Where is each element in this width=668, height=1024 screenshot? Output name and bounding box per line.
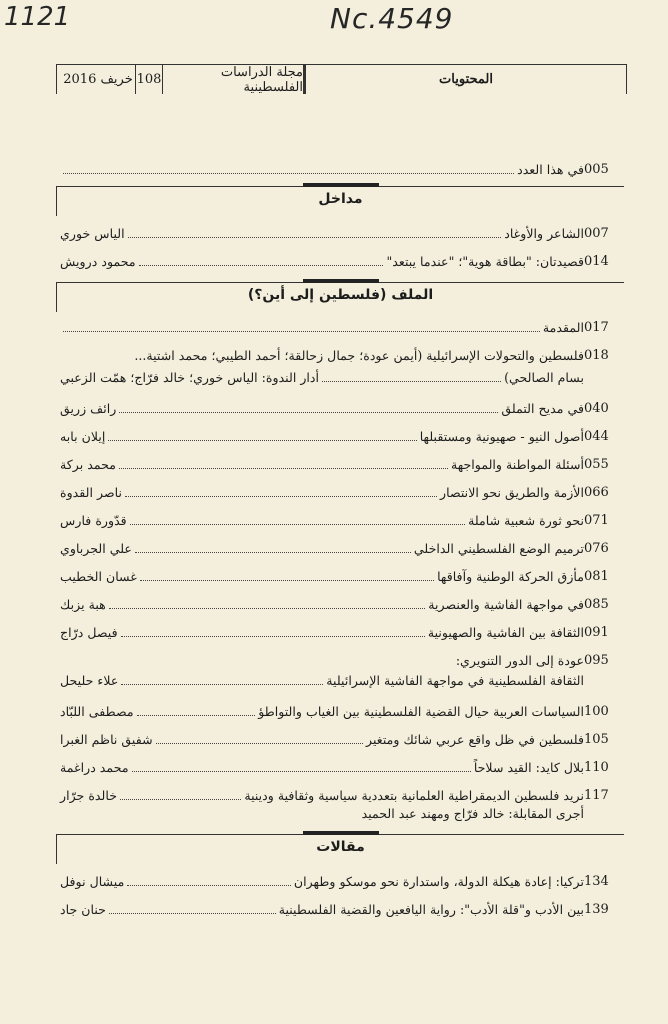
page-number: 105 — [584, 732, 609, 747]
toc-entry-139 — [60, 898, 622, 918]
entry-author: محمد بركة — [60, 457, 116, 472]
entry-author: مصطفى اللبّاد — [60, 704, 134, 719]
leader-dots — [156, 743, 363, 744]
toc-entry-007 — [60, 222, 622, 242]
page-number: 040 — [584, 401, 609, 416]
entry-title: فلسطين والتحولات الإسرائيلية (أيمن عودة؛ جمال زحالقة؛ أحمد الطيبي؛ محمد اشتية... — [134, 348, 584, 363]
leader-dots — [322, 381, 501, 382]
entry-author: محمود درويش — [60, 254, 136, 269]
entry-author: حنان جاد — [60, 902, 106, 917]
page-title: المحتويات — [303, 65, 626, 94]
page-number: 005 — [584, 162, 609, 177]
entry-title-cont: الثقافة الفلسطينية في مواجهة الفاشية الإسرائيلية — [326, 673, 584, 688]
toc-entry-066 — [60, 481, 622, 501]
toc-entry-110 — [60, 756, 622, 776]
leader-dots — [119, 468, 448, 469]
section-articles — [56, 834, 624, 864]
entry-title: قصيدتان: "بطاقة هوية"؛ "عندما يبتعد" — [386, 254, 584, 269]
entry-title: عودة إلى الدور التنويري: — [455, 653, 584, 668]
leader-dots — [135, 552, 411, 553]
entry-title: نريد فلسطين الديمقراطية العلمانية بتعددية سياسية وثقافية ودينية — [244, 788, 584, 803]
leader-dots — [120, 799, 241, 800]
page-number: 139 — [584, 902, 609, 917]
entry-author: شفيق ناظم الغبرا — [60, 732, 153, 747]
page-number: 134 — [584, 874, 609, 889]
page-number: 110 — [584, 760, 609, 775]
entry-author: إيلان بابه — [60, 429, 106, 444]
entry-author: محمد دراغمة — [60, 760, 129, 775]
page-number: 055 — [584, 457, 609, 472]
handwritten-shelf-mark: 1121 — [4, 2, 71, 32]
leader-dots — [63, 331, 540, 332]
toc-entry-076 — [60, 537, 622, 557]
page-number: 081 — [584, 569, 609, 584]
toc-entry-085 — [60, 593, 622, 613]
entry-author: هبة يزبك — [60, 597, 106, 612]
entry-author: غسان الخطيب — [60, 569, 137, 584]
entry-author: فيصل درّاج — [60, 625, 118, 640]
entry-title: بلال كايد: القيد سلاحاً — [473, 760, 584, 775]
entry-title: المقدمة — [542, 320, 584, 335]
entry-title: أسئلة المواطنة والمواجهة — [450, 457, 584, 472]
leader-dots — [137, 715, 256, 716]
entry-title: الأزمة والطريق نحو الانتصار — [440, 485, 584, 500]
section-title: الملف (فلسطين إلى أين؟) — [247, 287, 434, 303]
leader-dots — [109, 913, 276, 914]
entry-author: ناصر القدوة — [60, 485, 122, 500]
leader-dots — [125, 496, 437, 497]
entry-title: نحو ثورة شعبية شاملة — [468, 513, 584, 528]
entry-author: رائف زريق — [60, 401, 117, 416]
entry-title: أصول النيو - صهيونية ومستقبلها — [419, 429, 584, 444]
toc-entry-091 — [60, 621, 622, 641]
entry-title: ترميم الوضع الفلسطيني الداخلي — [413, 541, 584, 556]
leader-dots — [108, 440, 416, 441]
header-number: 108 — [135, 65, 163, 94]
leader-dots — [132, 771, 471, 772]
toc-entry-117 — [60, 784, 622, 804]
toc-entry-081 — [60, 565, 622, 585]
section-title: مداخل — [318, 191, 363, 207]
toc-entry-044 — [60, 425, 622, 445]
page-number: 017 — [584, 320, 609, 335]
header-issue: خريف 2016 — [63, 72, 133, 87]
section-title: مقالات — [316, 839, 365, 855]
toc-entry-018 — [60, 344, 622, 364]
leader-dots — [128, 237, 502, 238]
section-bar — [303, 183, 379, 187]
entry-title: السياسات العربية حيال القضية الفلسطينية بين الغياب والتواطؤ — [258, 704, 584, 719]
leader-dots — [109, 608, 426, 609]
entry-author: علي الجرباوي — [60, 541, 132, 556]
leader-dots — [63, 173, 514, 174]
page-number: 014 — [584, 254, 609, 269]
section-file — [56, 282, 624, 312]
leader-dots — [127, 885, 291, 886]
section-bar — [303, 831, 379, 835]
entry-author: خالدة جرّار — [60, 788, 117, 803]
toc-entry-014 — [60, 250, 622, 270]
entry-title: الشاعر والأوغاد — [504, 226, 584, 241]
page-number: 117 — [584, 788, 609, 803]
contents-header — [56, 64, 627, 94]
toc-entry-040 — [60, 397, 622, 417]
toc-entry-100 — [60, 700, 622, 720]
entry-title: تركيا: إعادة هيكلة الدولة، واستدارة نحو موسكو وطهران — [293, 874, 584, 889]
page-number: 100 — [584, 704, 609, 719]
page-number: 018 — [584, 348, 609, 363]
leader-dots — [121, 636, 425, 637]
header-journal: مجلة الدراسات الفلسطينية — [220, 64, 303, 95]
page-number: 095 — [584, 653, 609, 668]
entry-title: فلسطين في ظل واقع عربي شائك ومتغير — [366, 732, 584, 747]
toc-entry-095-continued — [60, 669, 584, 689]
toc-entry-134 — [60, 870, 622, 890]
toc-entry-018-continued — [60, 366, 584, 386]
toc-entry-105 — [60, 728, 622, 748]
page-number: 044 — [584, 429, 609, 444]
leader-dots — [121, 684, 323, 685]
leader-dots — [119, 412, 498, 413]
page-number: 071 — [584, 513, 609, 528]
toc-entry-055 — [60, 453, 622, 473]
entry-title: في مواجهة الفاشية والعنصرية — [428, 597, 584, 612]
entry-title: مأزق الحركة الوطنية وآفاقها — [437, 569, 584, 584]
entry-title-cont: بسام الصالحي) — [504, 370, 584, 385]
toc-entry-017 — [60, 316, 622, 336]
toc-entry-005 — [60, 158, 622, 178]
leader-dots — [140, 580, 434, 581]
entry-author: الياس خوري — [60, 226, 125, 241]
entry-author: أدار الندوة: الياس خوري؛ خالد فرّاج؛ همّت الزعبي — [60, 370, 320, 385]
entry-author: قدّورة فارس — [60, 513, 127, 528]
toc-entry-095 — [60, 649, 622, 669]
entry-title: الثقافة بين الفاشية والصهيونية — [427, 625, 584, 640]
handwritten-catalog-number: Nc.4549 — [330, 2, 454, 35]
entry-author: علاء حليحل — [60, 673, 119, 688]
page-number: 091 — [584, 625, 609, 640]
page-number: 076 — [584, 541, 609, 556]
page-number: 085 — [584, 597, 609, 612]
toc-entry-071 — [60, 509, 622, 529]
entry-title: في هذا العدد — [517, 162, 584, 177]
leader-dots — [130, 524, 465, 525]
entry-author: ميشال نوفل — [60, 874, 125, 889]
entry-title: في مديح التملق — [501, 401, 584, 416]
toc-entry-117-interviewers: أجرى المقابلة: خالد فرّاج ومهند عبد الحميد — [361, 806, 584, 821]
page-number: 066 — [584, 485, 609, 500]
section-bar — [303, 279, 379, 283]
page-number: 007 — [584, 226, 609, 241]
entry-title: بين الأدب و"قلة الأدب": رواية اليافعين والقضية الفلسطينية — [278, 902, 584, 917]
leader-dots — [139, 265, 384, 266]
section-madakhil — [56, 186, 624, 216]
